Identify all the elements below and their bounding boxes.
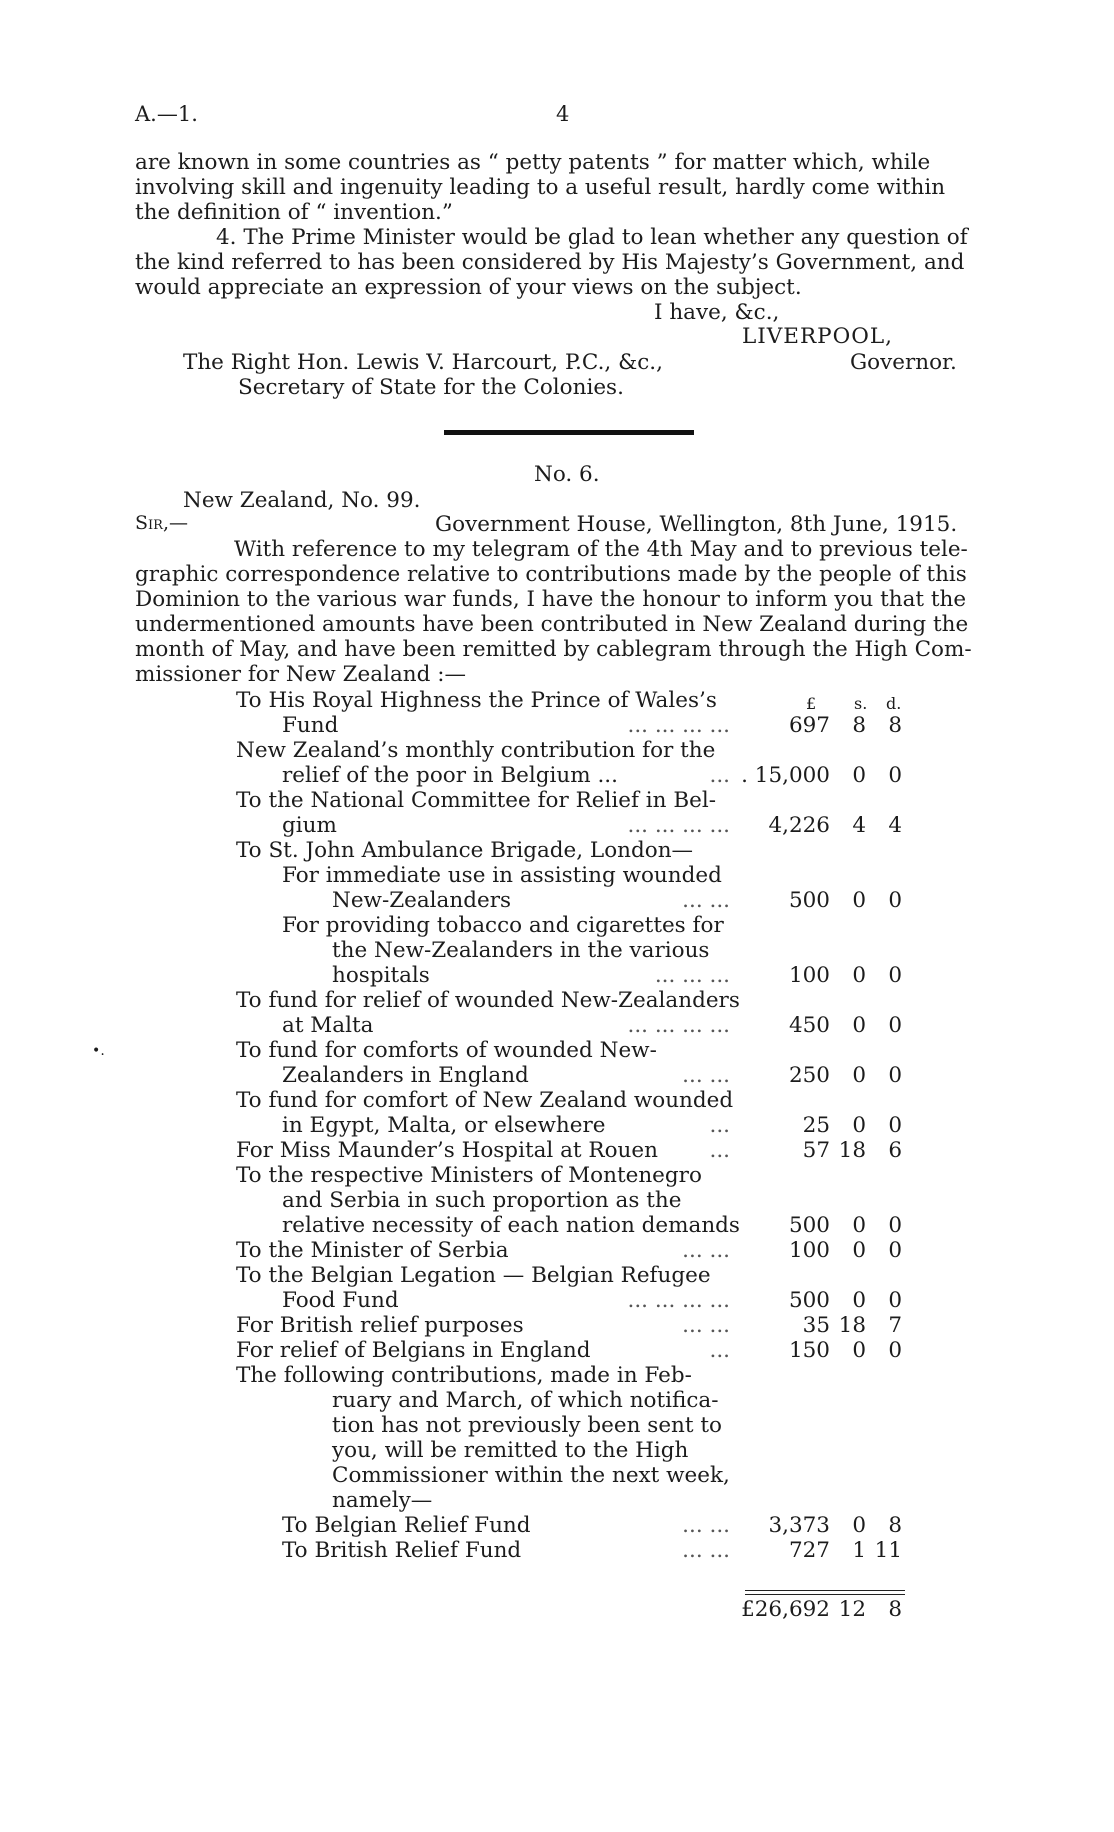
leader-dots: ... [709, 1338, 730, 1363]
amount-shillings: 0 [852, 888, 866, 913]
leader-dots: ... ... [682, 1238, 730, 1263]
entry-text: To fund for relief of wounded New-Zealanders [236, 988, 740, 1013]
amount-pence: 6 [888, 1138, 902, 1163]
amount-pounds: 57 [802, 1138, 830, 1163]
leader-dots: ... ... [682, 1538, 730, 1563]
amount-pence: 0 [888, 763, 902, 788]
amount-pounds: 150 [788, 1338, 830, 1363]
amount-shillings: 0 [852, 763, 866, 788]
entry-text: The following contributions, made in Feb- [236, 1363, 692, 1388]
column-header-pounds: £ [806, 694, 817, 713]
addressee-title: Secretary of State for the Colonies. [238, 375, 624, 400]
paragraph-4-line: the kind referred to has been considered by His Majesty’s Government, and [135, 250, 965, 275]
leader-dots: ... ... ... [654, 963, 730, 988]
entry-text: relative necessity of each nation demands [282, 1213, 740, 1238]
amount-shillings: 18 [838, 1313, 866, 1338]
amount-shillings: 0 [852, 1338, 866, 1363]
amount-pounds: 500 [788, 888, 830, 913]
amount-pence: 0 [888, 888, 902, 913]
total-shillings: 12 [838, 1597, 866, 1622]
intro-line: are known in some countries as “ petty patents ” for matter which, while [135, 150, 931, 175]
total-rule [745, 1590, 905, 1591]
amount-shillings: 4 [852, 813, 866, 838]
entry-text: For British relief purposes [236, 1313, 524, 1338]
entry-text: To fund for comforts of wounded New- [236, 1038, 657, 1063]
entry-text: To St. John Ambulance Brigade, London— [236, 838, 694, 863]
amount-pence: 7 [888, 1313, 902, 1338]
document-reference: A.—1. [135, 102, 198, 126]
entry-text: the New-Zealanders in the various [332, 938, 710, 963]
leader-dots: ... ... [682, 1513, 730, 1538]
signer-name: LIVERPOOL, [742, 324, 894, 349]
entry-text: For Miss Maunder’s Hospital at Rouen [236, 1138, 658, 1163]
leader-dots: ... ... ... ... [627, 713, 730, 738]
amount-pounds: 250 [788, 1063, 830, 1088]
section-divider [444, 430, 694, 435]
addressee-name: The Right Hon. Lewis V. Harcourt, P.C., &c., [183, 350, 663, 375]
amount-shillings: 0 [852, 963, 866, 988]
entry-text: To British Relief Fund [282, 1538, 522, 1563]
letter-body-line: With reference to my telegram of the 4th May and to previous tele- [234, 537, 968, 562]
column-header-pence: d. [886, 694, 902, 713]
amount-pounds: 25 [802, 1113, 830, 1138]
entry-text: To Belgian Relief Fund [282, 1513, 531, 1538]
entry-text: in Egypt, Malta, or elsewhere [282, 1113, 606, 1138]
entry-text: hospitals [332, 963, 430, 988]
letter-body-line: undermentioned amounts have been contributed in New Zealand during the [135, 612, 969, 637]
amount-shillings: 0 [852, 1213, 866, 1238]
amount-pounds: 450 [788, 1013, 830, 1038]
amount-pence: 0 [888, 1338, 902, 1363]
amount-pounds: 4,226 [768, 813, 830, 838]
entry-text: For relief of Belgians in England [236, 1338, 591, 1363]
leader-dots: ... [709, 1138, 730, 1163]
entry-text: ruary and March, of which notifica- [332, 1388, 719, 1413]
amount-pounds: 500 [788, 1213, 830, 1238]
entry-text: To His Royal Highness the Prince of Wales’s [236, 688, 717, 713]
leader-dots: ... [709, 1113, 730, 1138]
amount-pounds: 3,373 [768, 1513, 830, 1538]
leader-dots: ... ... [682, 1063, 730, 1088]
entry-text: For immediate use in assisting wounded [282, 863, 722, 888]
amount-pence: 0 [888, 1013, 902, 1038]
paragraph-4-line: would appreciate an expression of your views on the subject. [135, 275, 802, 300]
letter-reference: New Zealand, No. 99. [183, 488, 421, 513]
amount-shillings: 0 [852, 1238, 866, 1263]
amount-shillings: 0 [852, 1063, 866, 1088]
letter-body-line: month of May, and have been remitted by cablegram through the High Com- [135, 637, 972, 662]
amount-shillings: 1 [852, 1538, 866, 1563]
intro-line: the definition of “ invention.” [135, 200, 453, 225]
amount-pounds: 100 [788, 963, 830, 988]
amount-pounds: 500 [788, 1288, 830, 1313]
entry-text: New Zealand’s monthly contribution for the [236, 738, 716, 763]
entry-text: Fund [282, 713, 339, 738]
entry-text: Food Fund [282, 1288, 399, 1313]
amount-pounds: 727 [788, 1538, 830, 1563]
total-pounds: £26,692 [741, 1597, 830, 1622]
page-number: 4 [556, 102, 570, 126]
amount-pence: 8 [888, 1513, 902, 1538]
entry-text: Zealanders in England [282, 1063, 529, 1088]
amount-pence: 8 [888, 713, 902, 738]
amount-shillings: 0 [852, 1113, 866, 1138]
entry-text: relief of the poor in Belgium ... [282, 763, 618, 788]
entry-text: and Serbia in such proportion as the [282, 1188, 682, 1213]
stray-mark: •․ [92, 1043, 105, 1059]
entry-text: namely— [332, 1488, 433, 1513]
signer-title: Governor. [850, 350, 957, 375]
leader-dots: ... ... [682, 888, 730, 913]
entry-text: you, will be remitted to the High [332, 1438, 689, 1463]
total-pence: 8 [888, 1597, 902, 1622]
amount-shillings: 0 [852, 1288, 866, 1313]
amount-pence: 11 [874, 1538, 902, 1563]
intro-line: involving skill and ingenuity leading to a useful result, hardly come within [135, 175, 946, 200]
amount-shillings: 8 [852, 713, 866, 738]
amount-pounds: 697 [788, 713, 830, 738]
total-rule [745, 1594, 905, 1595]
leader-dots: ... ... ... ... [627, 1288, 730, 1313]
entry-text: For providing tobacco and cigarettes for [282, 913, 724, 938]
letter-body-line: Dominion to the various war funds, I have the honour to inform you that the [135, 587, 967, 612]
entry-text: To the Belgian Legation — Belgian Refugee [236, 1263, 711, 1288]
column-header-shillings: s. [854, 694, 868, 713]
entry-text: To fund for comfort of New Zealand wounded [236, 1088, 734, 1113]
closing-line: I have, &c., [654, 300, 780, 325]
letter-body-line: missioner for New Zealand :— [135, 662, 466, 687]
amount-pounds: 100 [788, 1238, 830, 1263]
amount-pence: 0 [888, 1288, 902, 1313]
leader-dots: ... ... ... ... [627, 813, 730, 838]
amount-pence: 0 [888, 963, 902, 988]
amount-shillings: 0 [852, 1013, 866, 1038]
letter-number: No. 6. [534, 462, 600, 487]
amount-pounds: 35 [802, 1313, 830, 1338]
entry-text: gium [282, 813, 337, 838]
leader-dots: ... [709, 763, 730, 788]
entry-text: at Malta [282, 1013, 374, 1038]
place-date: Government House, Wellington, 8th June, 1915. [435, 512, 958, 537]
entry-text: To the respective Ministers of Montenegro [236, 1163, 702, 1188]
amount-pence: 0 [888, 1238, 902, 1263]
letter-body-line: graphic correspondence relative to contributions made by the people of this [135, 562, 967, 587]
entry-text: Commissioner within the next week, [332, 1463, 730, 1488]
leader-dots: ... ... [682, 1313, 730, 1338]
amount-pence: 0 [888, 1113, 902, 1138]
paragraph-4-line: 4. The Prime Minister would be glad to lean whether any question of [216, 225, 968, 250]
entry-text: To the Minister of Serbia [236, 1238, 509, 1263]
amount-shillings: 18 [838, 1138, 866, 1163]
amount-pounds: . 15,000 [741, 763, 830, 788]
entry-text: To the National Committee for Relief in Bel- [236, 788, 716, 813]
amount-pence: 0 [888, 1213, 902, 1238]
entry-text: New-Zealanders [332, 888, 512, 913]
amount-pence: 4 [888, 813, 902, 838]
entry-text: tion has not previously been sent to [332, 1413, 722, 1438]
amount-shillings: 0 [852, 1513, 866, 1538]
salutation: Sir,— [135, 512, 188, 534]
leader-dots: ... ... ... ... [627, 1013, 730, 1038]
amount-pence: 0 [888, 1063, 902, 1088]
